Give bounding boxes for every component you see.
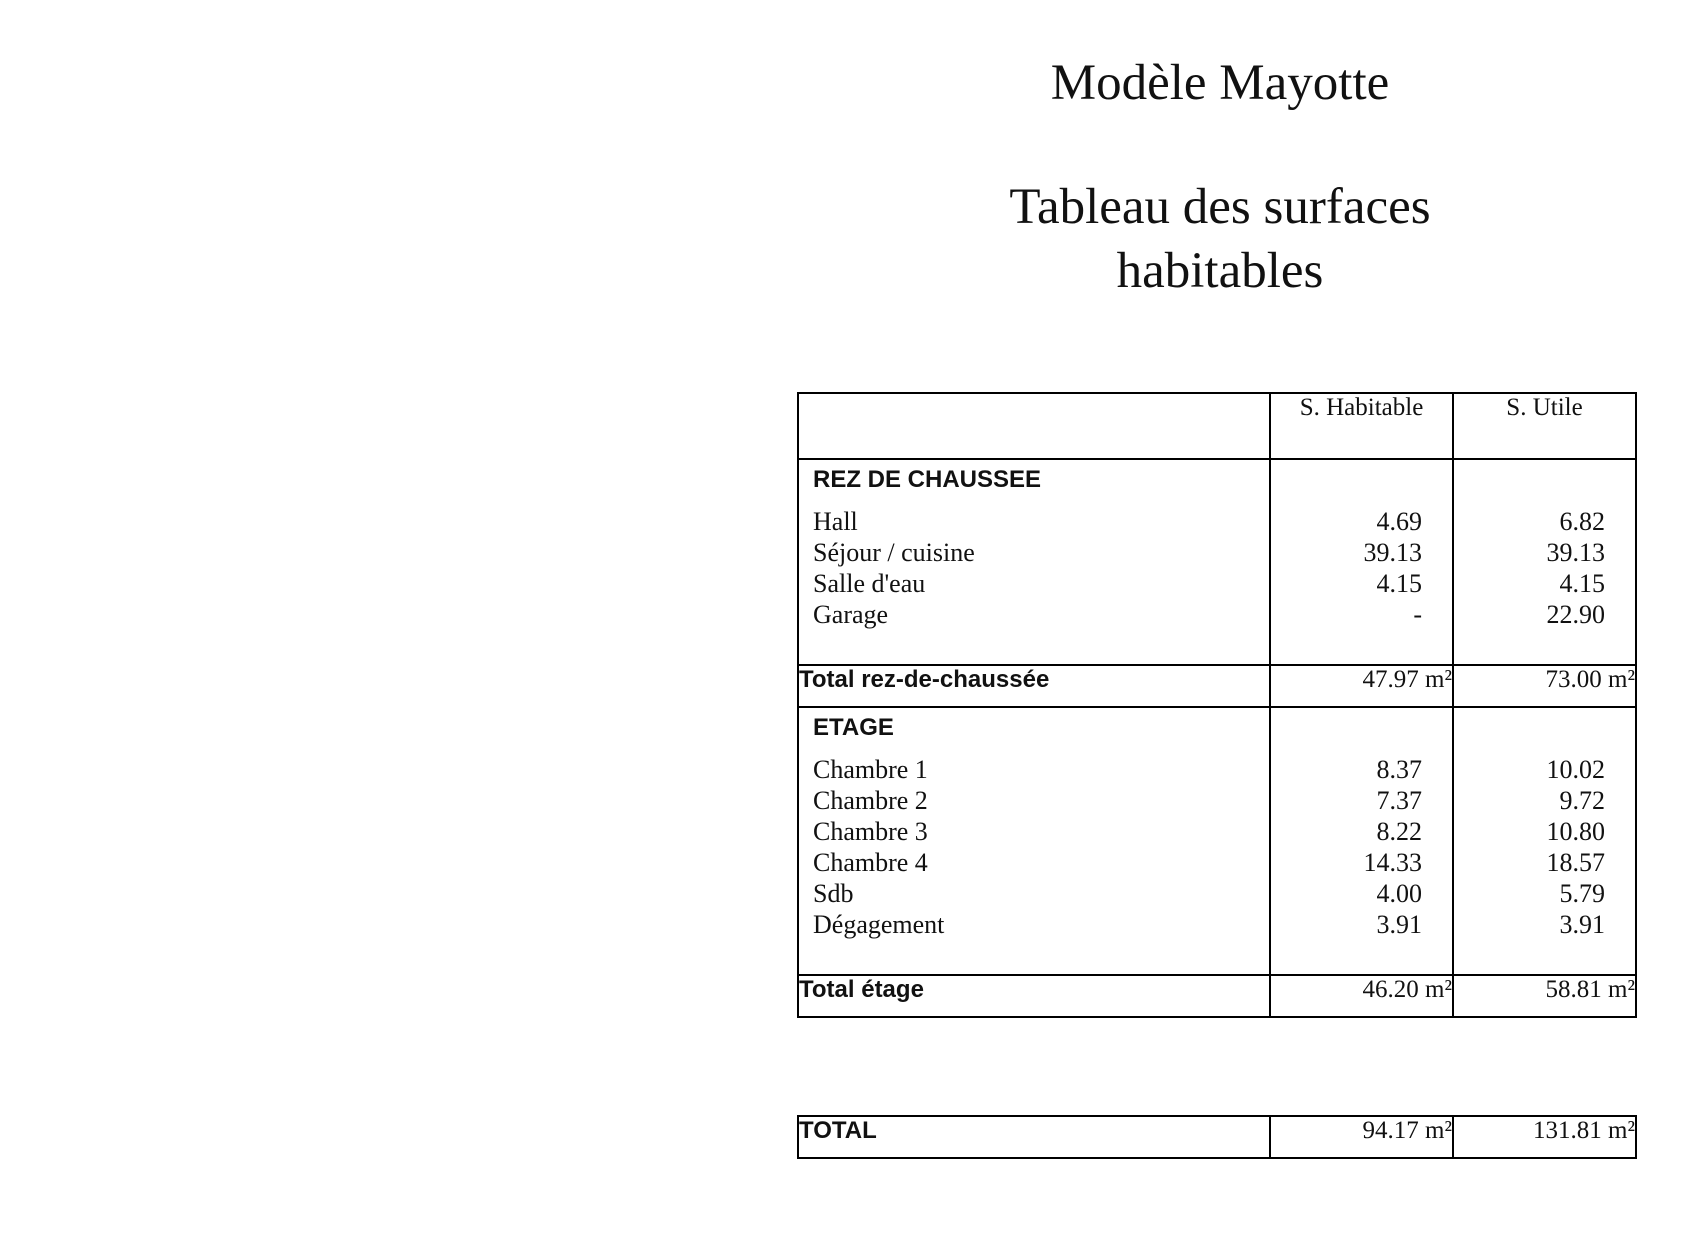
rez-total-utile: 73.00 m² — [1453, 665, 1636, 707]
habitable-value: 4.69 — [1376, 507, 1422, 536]
grand-total-label: TOTAL — [798, 1116, 1270, 1158]
grand-total-utile: 131.81 m² — [1453, 1116, 1636, 1158]
etage-label-cell — [798, 707, 1270, 975]
utile-value: 10.80 — [1546, 817, 1605, 846]
room-label: Chambre 2 — [813, 786, 928, 815]
grand-total-table — [797, 1115, 1637, 1159]
rez-section-title: REZ DE CHAUSSEE — [813, 466, 1042, 493]
etage-total-habitable: 46.20 m² — [1270, 975, 1453, 1017]
subtitle-line-2: habitables — [1116, 243, 1324, 299]
surfaces-table — [797, 392, 1637, 1018]
etage-utile-cell — [1453, 707, 1636, 975]
etage-section-title: ETAGE — [813, 714, 894, 741]
utile-value: 22.90 — [1546, 600, 1605, 629]
habitable-value: 8.37 — [1376, 755, 1422, 784]
room-label: Sdb — [813, 879, 854, 908]
utile-value: 10.02 — [1546, 755, 1605, 784]
rez-section-row — [798, 459, 1636, 665]
utile-value: 39.13 — [1546, 538, 1605, 567]
room-label: Séjour / cuisine — [813, 538, 975, 567]
rez-utile-cell — [1453, 459, 1636, 665]
room-label: Garage — [813, 600, 889, 629]
room-label: Chambre 4 — [813, 848, 928, 877]
utile-value: 3.91 — [1559, 910, 1605, 939]
rez-total-label: Total rez-de-chaussée — [798, 665, 1270, 707]
grand-total-row — [798, 1116, 1636, 1158]
room-label: Hall — [813, 507, 858, 536]
utile-value: 5.79 — [1559, 879, 1605, 908]
rez-room-list — [799, 506, 1269, 664]
rez-total-habitable: 47.97 m² — [1270, 665, 1453, 707]
habitable-value: 4.15 — [1376, 569, 1422, 598]
habitable-value: 3.91 — [1376, 910, 1422, 939]
utile-value: 4.15 — [1559, 569, 1605, 598]
etage-total-label: Total étage — [798, 975, 1270, 1017]
habitable-value: 14.33 — [1363, 848, 1422, 877]
header-habitable: S. Habitable — [1270, 393, 1453, 459]
etage-room-list — [799, 754, 1269, 974]
etage-total-utile: 58.81 m² — [1453, 975, 1636, 1017]
habitable-value: 7.37 — [1376, 786, 1422, 815]
etage-habitable-cell — [1270, 707, 1453, 975]
subtitle-line-1: Tableau des surfaces — [1009, 179, 1431, 235]
room-label: Salle d'eau — [813, 569, 926, 598]
rez-label-cell — [798, 459, 1270, 665]
table-header-row — [798, 393, 1636, 459]
utile-value: 18.57 — [1546, 848, 1605, 877]
habitable-value: 8.22 — [1376, 817, 1422, 846]
rez-habitable-cell — [1270, 459, 1453, 665]
etage-total-row — [798, 975, 1636, 1017]
habitable-value: 39.13 — [1363, 538, 1422, 567]
header-utile: S. Utile — [1453, 393, 1636, 459]
grand-total-habitable: 94.17 m² — [1270, 1116, 1453, 1158]
header-empty-cell — [798, 393, 1270, 459]
document-subtitle — [960, 175, 1480, 303]
room-label: Chambre 1 — [813, 755, 928, 784]
rez-total-row — [798, 665, 1636, 707]
room-label: Dégagement — [813, 910, 945, 939]
utile-value: 6.82 — [1559, 507, 1605, 536]
etage-section-row — [798, 707, 1636, 975]
room-label: Chambre 3 — [813, 817, 928, 846]
document-title: Modèle Mayotte — [1050, 55, 1390, 111]
habitable-value: 4.00 — [1376, 879, 1422, 908]
habitable-value: - — [1413, 600, 1422, 629]
utile-value: 9.72 — [1559, 786, 1605, 815]
